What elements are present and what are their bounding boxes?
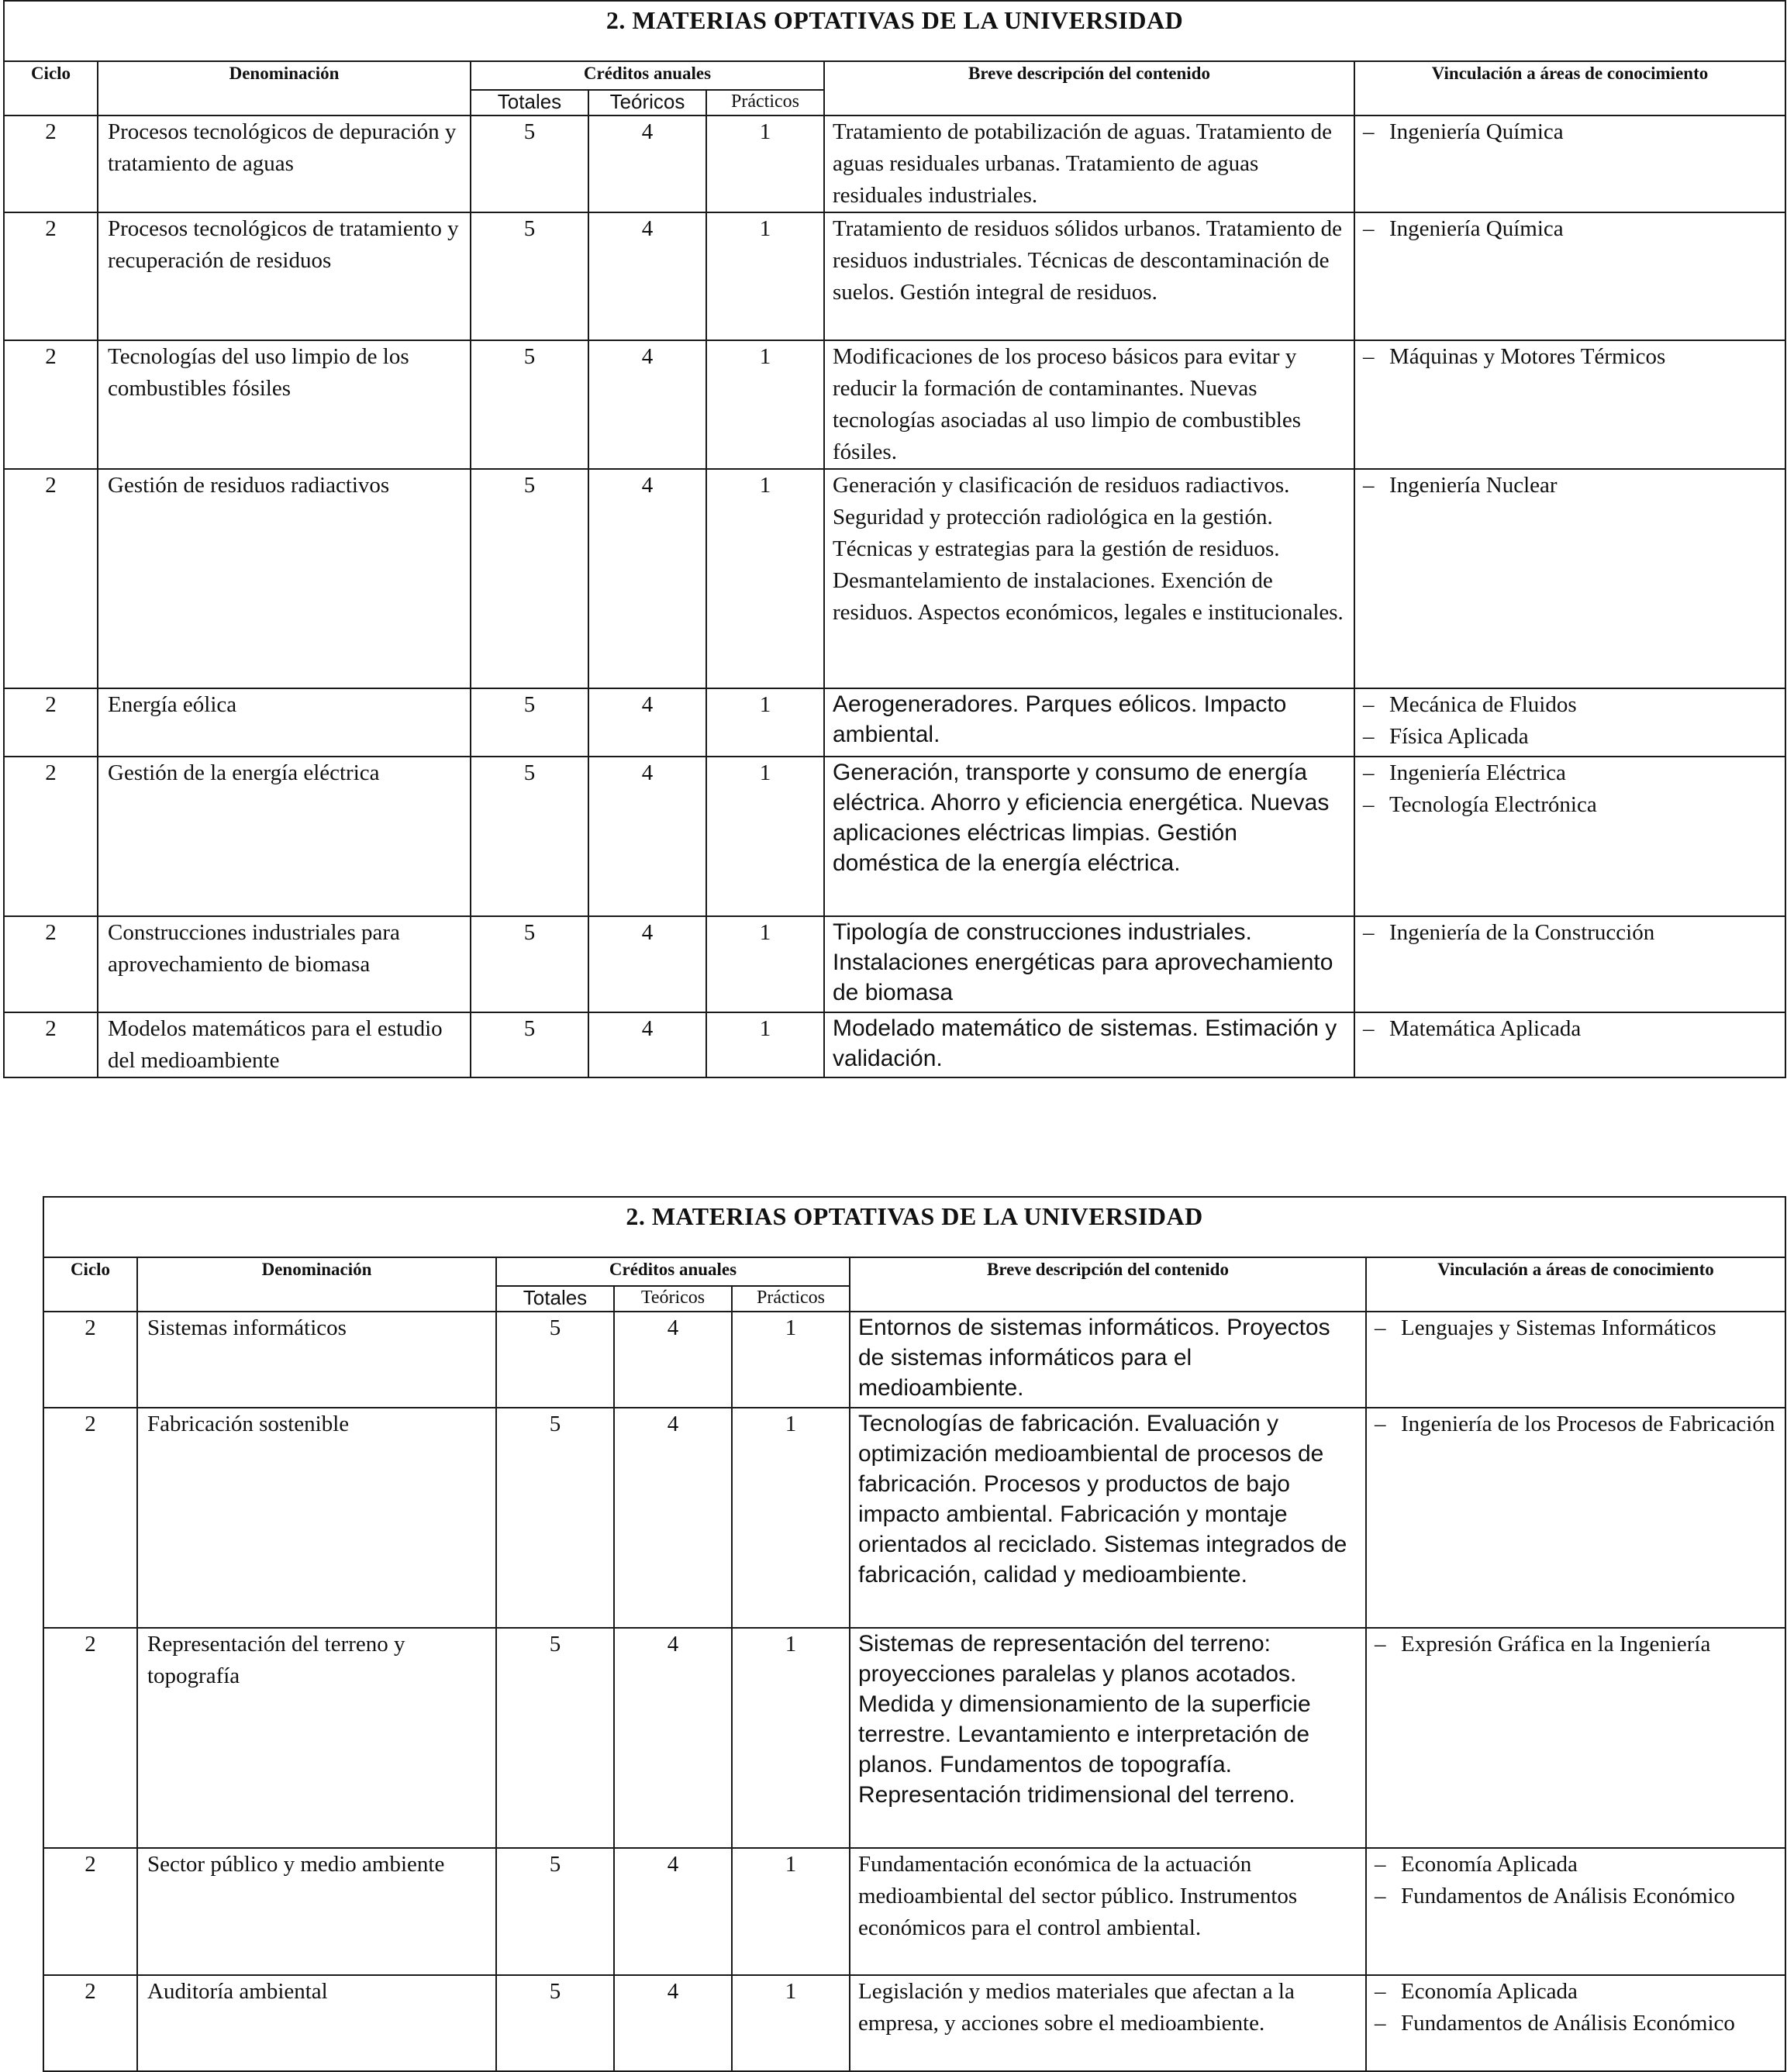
area-label: Ingeniería Eléctrica [1389, 760, 1566, 785]
cell-practicos: 1 [732, 1628, 850, 1848]
cell-teoricos: 4 [588, 340, 706, 469]
cell-totales: 5 [496, 1408, 614, 1628]
cell-totales: 5 [496, 1848, 614, 1975]
cell-vinculacion [1366, 1975, 1785, 2071]
cell-practicos: 1 [706, 1012, 824, 1077]
area-item [1375, 1881, 1785, 1912]
cell-ciclo: 2 [4, 115, 98, 212]
area-label: Ingeniería Química [1389, 216, 1564, 241]
table-row [4, 469, 1785, 688]
area-label: Fundamentos de Análisis Económico [1401, 2011, 1735, 2036]
cell-teoricos: 4 [588, 916, 706, 1012]
area-label: Economía Aplicada [1401, 1852, 1578, 1877]
area-item [1363, 721, 1785, 753]
header-totales: Totales [471, 90, 588, 115]
cell-teoricos: 4 [614, 1408, 732, 1628]
cell-teoricos: 4 [588, 757, 706, 916]
cell-totales: 5 [471, 340, 588, 469]
area-item [1375, 1629, 1785, 1660]
area-item [1363, 1013, 1785, 1045]
table-body [4, 115, 1785, 1077]
cell-vinculacion [1354, 212, 1785, 340]
cell-teoricos: 4 [614, 1975, 732, 2071]
cell-ciclo: 2 [43, 1628, 137, 1848]
dash-bullet-icon: – [1363, 724, 1375, 749]
header-teoricos: Teóricos [614, 1286, 732, 1312]
header-totales: Totales [496, 1286, 614, 1312]
area-item [1375, 1976, 1785, 2008]
cell-descripcion: Legislación y medios materiales que afectan a la empresa, y acciones sobre el medioambiente. [850, 1975, 1366, 2071]
table-title: 2. MATERIAS OPTATIVAS DE LA UNIVERSIDAD [43, 1197, 1785, 1257]
cell-denominacion: Representación del terreno y topografía [137, 1628, 496, 1848]
area-label: Matemática Aplicada [1389, 1016, 1582, 1041]
cell-teoricos: 4 [588, 115, 706, 212]
cell-denominacion: Auditoría ambiental [137, 1975, 496, 2071]
dash-bullet-icon: – [1375, 1884, 1386, 1908]
cell-totales: 5 [471, 1012, 588, 1077]
cell-totales: 5 [471, 115, 588, 212]
cell-denominacion: Fabricación sostenible [137, 1408, 496, 1628]
cell-totales: 5 [471, 469, 588, 688]
area-label: Ingeniería Química [1389, 119, 1564, 144]
area-item [1363, 213, 1785, 245]
optativas-table-2 [43, 1196, 1786, 2072]
cell-ciclo: 2 [4, 916, 98, 1012]
area-item [1375, 1312, 1785, 1344]
area-label: Máquinas y Motores Térmicos [1389, 344, 1666, 369]
cell-descripcion: Modelado matemático de sistemas. Estimación y validación. [824, 1012, 1354, 1077]
dash-bullet-icon: – [1363, 792, 1375, 817]
dash-bullet-icon: – [1363, 692, 1375, 717]
cell-vinculacion [1354, 1012, 1785, 1077]
cell-ciclo: 2 [4, 1012, 98, 1077]
cell-totales: 5 [471, 212, 588, 340]
table-row [4, 916, 1785, 1012]
cell-teoricos: 4 [614, 1628, 732, 1848]
cell-denominacion: Modelos matemáticos para el estudio del medioambiente [98, 1012, 471, 1077]
header-practicos: Prácticos [706, 90, 824, 115]
table-row [43, 1408, 1785, 1628]
cell-teoricos: 4 [588, 688, 706, 757]
area-item [1363, 789, 1785, 821]
header-creditos: Créditos anuales [496, 1257, 850, 1286]
cell-totales: 5 [471, 916, 588, 1012]
table-row [43, 1975, 1785, 2071]
area-label: Expresión Gráfica en la Ingeniería [1401, 1632, 1711, 1657]
area-item [1363, 116, 1785, 148]
table-row [4, 340, 1785, 469]
dash-bullet-icon: – [1375, 1632, 1386, 1657]
cell-totales: 5 [496, 1628, 614, 1848]
dash-bullet-icon: – [1375, 1852, 1386, 1877]
table-row [4, 115, 1785, 212]
header-ciclo: Ciclo [43, 1257, 137, 1312]
cell-ciclo: 2 [4, 212, 98, 340]
dash-bullet-icon: – [1363, 216, 1375, 241]
cell-descripcion: Modificaciones de los proceso básicos para evitar y reducir la formación de contaminantes. Nuevas tecnologías asociadas al uso limpio de combustibles fósiles. [824, 340, 1354, 469]
dash-bullet-icon: – [1363, 760, 1375, 785]
area-label: Ingeniería de los Procesos de Fabricación [1401, 1412, 1775, 1436]
table-row [4, 212, 1785, 340]
dash-bullet-icon: – [1363, 119, 1375, 144]
cell-totales: 5 [471, 688, 588, 757]
cell-vinculacion [1354, 916, 1785, 1012]
cell-vinculacion [1366, 1848, 1785, 1975]
header-descripcion: Breve descripción del contenido [850, 1257, 1366, 1312]
cell-ciclo: 2 [43, 1312, 137, 1408]
cell-vinculacion [1354, 757, 1785, 916]
dash-bullet-icon: – [1363, 1016, 1375, 1041]
cell-denominacion: Gestión de la energía eléctrica [98, 757, 471, 916]
area-label: Economía Aplicada [1401, 1979, 1578, 2004]
header-descripcion: Breve descripción del contenido [824, 61, 1354, 115]
dash-bullet-icon: – [1375, 1412, 1386, 1436]
area-item [1375, 1408, 1785, 1440]
cell-practicos: 1 [706, 757, 824, 916]
header-vinculacion: Vinculación a áreas de conocimiento [1366, 1257, 1785, 1312]
table-row [4, 688, 1785, 757]
cell-descripcion: Tratamiento de potabilización de aguas. Tratamiento de aguas residuales urbanas. Tratamiento de aguas residuales industriales. [824, 115, 1354, 212]
cell-descripcion: Fundamentación económica de la actuación medioambiental del sector público. Instrumentos económicos para el control ambiental. [850, 1848, 1366, 1975]
dash-bullet-icon: – [1375, 2011, 1386, 2036]
cell-ciclo: 2 [43, 1848, 137, 1975]
cell-practicos: 1 [706, 916, 824, 1012]
table-row [43, 1848, 1785, 1975]
area-item [1363, 757, 1785, 789]
header-teoricos: Teóricos [588, 90, 706, 115]
header-vinculacion: Vinculación a áreas de conocimiento [1354, 61, 1785, 115]
cell-practicos: 1 [732, 1408, 850, 1628]
cell-vinculacion [1354, 115, 1785, 212]
cell-vinculacion [1354, 688, 1785, 757]
cell-descripcion: Generación, transporte y consumo de energía eléctrica. Ahorro y eficiencia energética. Nuevas aplicaciones eléctricas limpias. Gestión doméstica de la energía eléctrica. [824, 757, 1354, 916]
dash-bullet-icon: – [1363, 344, 1375, 369]
table-row [43, 1312, 1785, 1408]
area-label: Mecánica de Fluidos [1389, 692, 1577, 717]
cell-descripcion: Entornos de sistemas informáticos. Proyectos de sistemas informáticos para el medioambiente. [850, 1312, 1366, 1408]
cell-denominacion: Tecnologías del uso limpio de los combustibles fósiles [98, 340, 471, 469]
cell-vinculacion [1354, 469, 1785, 688]
cell-teoricos: 4 [588, 469, 706, 688]
table-body [43, 1312, 1785, 2071]
cell-descripcion: Tratamiento de residuos sólidos urbanos. Tratamiento de residuos industriales. Técnicas de descontaminación de suelos. Gestión integral de residuos. [824, 212, 1354, 340]
dash-bullet-icon: – [1363, 920, 1375, 945]
table-row [4, 757, 1785, 916]
cell-practicos: 1 [732, 1312, 850, 1408]
area-item [1363, 917, 1785, 949]
cell-practicos: 1 [732, 1975, 850, 2071]
area-label: Ingeniería de la Construcción [1389, 920, 1655, 945]
cell-ciclo: 2 [4, 757, 98, 916]
cell-descripcion: Generación y clasificación de residuos radiactivos. Seguridad y protección radiológica en la gestión. Técnicas y estrategias para la gestión de residuos. Desmantelamiento de instalaciones. Exención de residuos. Aspectos económicos, legales e institucionales. [824, 469, 1354, 688]
cell-denominacion: Energía eólica [98, 688, 471, 757]
cell-totales: 5 [496, 1312, 614, 1408]
header-creditos: Créditos anuales [471, 61, 824, 90]
cell-practicos: 1 [706, 688, 824, 757]
cell-descripcion: Sistemas de representación del terreno: proyecciones paralelas y planos acotados. Medida y dimensionamiento de la superficie terrestre. Levantamiento e interpretación de planos. Fundamentos de topografía. Representación tridimensional del terreno. [850, 1628, 1366, 1848]
cell-practicos: 1 [706, 469, 824, 688]
area-label: Ingeniería Nuclear [1389, 473, 1558, 498]
cell-descripcion: Tipología de construcciones industriales. Instalaciones energéticas para aprovechamiento de biomasa [824, 916, 1354, 1012]
cell-vinculacion [1366, 1312, 1785, 1408]
cell-ciclo: 2 [4, 340, 98, 469]
dash-bullet-icon: – [1375, 1979, 1386, 2004]
area-label: Lenguajes y Sistemas Informáticos [1401, 1315, 1716, 1340]
area-item [1363, 470, 1785, 502]
area-item [1375, 2008, 1785, 2039]
cell-denominacion: Procesos tecnológicos de tratamiento y recuperación de residuos [98, 212, 471, 340]
cell-denominacion: Gestión de residuos radiactivos [98, 469, 471, 688]
cell-teoricos: 4 [614, 1848, 732, 1975]
dash-bullet-icon: – [1375, 1315, 1386, 1340]
dash-bullet-icon: – [1363, 473, 1375, 498]
cell-totales: 5 [496, 1975, 614, 2071]
cell-ciclo: 2 [43, 1408, 137, 1628]
area-label: Fundamentos de Análisis Económico [1401, 1884, 1735, 1908]
area-item [1363, 341, 1785, 373]
cell-descripcion: Tecnologías de fabricación. Evaluación y optimización medioambiental de procesos de fabricación. Procesos y productos de bajo impacto ambiental. Fabricación y montaje orientados al reciclado. Sistemas integrados de fabricación, calidad y medioambiente. [850, 1408, 1366, 1628]
cell-practicos: 1 [732, 1848, 850, 1975]
cell-vinculacion [1366, 1628, 1785, 1848]
table-title: 2. MATERIAS OPTATIVAS DE LA UNIVERSIDAD [4, 1, 1785, 61]
header-denominacion: Denominación [98, 61, 471, 115]
table-row [4, 1012, 1785, 1077]
header-ciclo: Ciclo [4, 61, 98, 115]
cell-teoricos: 4 [588, 1012, 706, 1077]
header-practicos: Prácticos [732, 1286, 850, 1312]
area-label: Física Aplicada [1389, 724, 1529, 749]
cell-practicos: 1 [706, 212, 824, 340]
cell-denominacion: Construcciones industriales para aprovechamiento de biomasa [98, 916, 471, 1012]
cell-denominacion: Sistemas informáticos [137, 1312, 496, 1408]
cell-vinculacion [1366, 1408, 1785, 1628]
cell-practicos: 1 [706, 340, 824, 469]
cell-practicos: 1 [706, 115, 824, 212]
area-item [1375, 1849, 1785, 1881]
cell-teoricos: 4 [588, 212, 706, 340]
cell-ciclo: 2 [4, 688, 98, 757]
cell-totales: 5 [471, 757, 588, 916]
cell-ciclo: 2 [43, 1975, 137, 2071]
area-item [1363, 689, 1785, 721]
optativas-table-1 [3, 0, 1786, 1078]
cell-descripcion: Aerogeneradores. Parques eólicos. Impacto ambiental. [824, 688, 1354, 757]
cell-denominacion: Sector público y medio ambiente [137, 1848, 496, 1975]
table-row [43, 1628, 1785, 1848]
cell-vinculacion [1354, 340, 1785, 469]
cell-teoricos: 4 [614, 1312, 732, 1408]
cell-denominacion: Procesos tecnológicos de depuración y tratamiento de aguas [98, 115, 471, 212]
header-denominacion: Denominación [137, 1257, 496, 1312]
area-label: Tecnología Electrónica [1389, 792, 1597, 817]
cell-ciclo: 2 [4, 469, 98, 688]
